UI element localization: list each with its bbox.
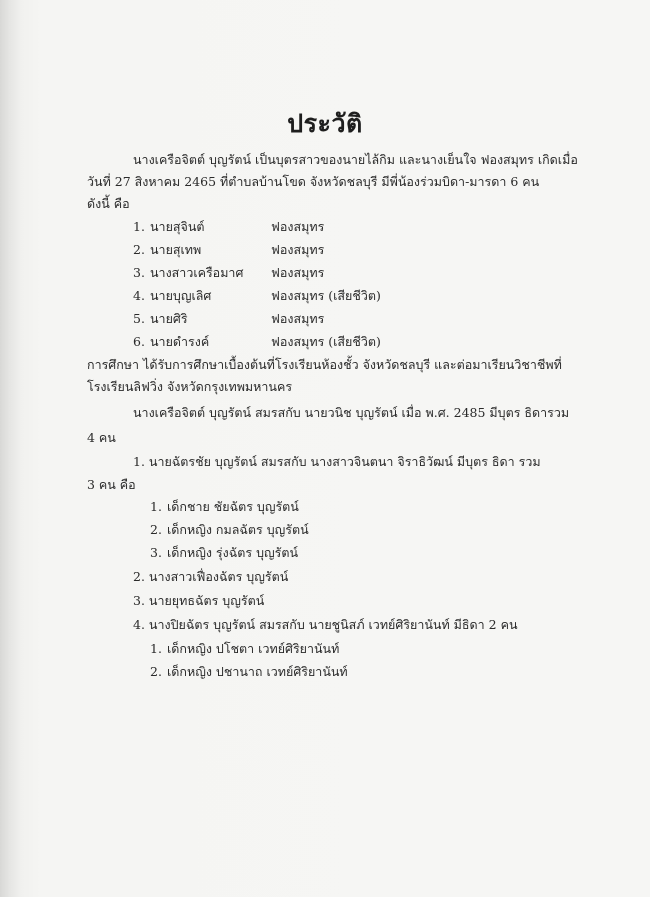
sibling-name: นายบุญเลิศ [150,288,212,303]
grandchild-row [150,641,339,657]
sibling-row [133,265,325,281]
sibling-name: นายสุเทพ [150,242,202,257]
child-2: 2. นางสาวเฟื่องฉัตร บุญรัตน์ [133,569,289,584]
sibling-name: นายสุจินต์ [150,219,205,234]
intro-line-1: นางเครือจิตต์ บุญรัตน์ เป็นบุตรสาวของนายไล้กิม และนางเย็นใจ ฟองสมุทร เกิดเมื่อ [133,152,578,167]
grandchild-row [150,545,298,561]
grandchild-number: 1. [150,499,162,514]
child-3: 3. นายยุทธฉัตร บุญรัตน์ [133,593,265,608]
sibling-surname: ฟองสมุทร [271,219,325,234]
sibling-surname: ฟองสมุทร [271,311,325,326]
intro-line-3: ดังนี้ คือ [87,196,130,211]
sibling-name: นายศิริ [150,311,188,326]
sibling-number: 2. [133,242,145,257]
grandchild-row [150,522,309,538]
grandchild-name: เด็กหญิง รุ่งฉัตร บุญรัตน์ [167,545,299,560]
sibling-row [133,288,381,304]
grandchild-name: เด็กหญิง กมลฉัตร บุญรัตน์ [167,522,309,537]
grandchild-number: 3. [150,545,162,560]
sibling-number: 3. [133,265,145,280]
grandchild-name: เด็กหญิง ปชานาถ เวทย์ศิริยานันท์ [167,664,348,679]
sibling-name: นางสาวเครือมาศ [150,265,244,280]
sibling-row [133,219,325,235]
grandchild-row [150,664,348,680]
education-line-2: โรงเรียนลิฟวิ่ง จังหวัดกรุงเทพมหานคร [87,379,293,394]
sibling-row [133,242,325,258]
sibling-row [133,311,325,327]
sibling-number: 5. [133,311,145,326]
marriage-line-1: นางเครือจิตต์ บุญรัตน์ สมรสกับ นายวนิช บุญรัตน์ เมื่อ พ.ศ. 2485 มีบุตร ธิดารวม [133,405,570,420]
child-1-line-2: 3 คน คือ [87,477,136,492]
sibling-name: นายดำรงค์ [150,334,210,349]
grandchild-name: เด็กหญิง ปโชตา เวทย์ศิริยานันท์ [167,641,340,656]
education-line-1: การศึกษา ได้รับการศึกษาเบื้องต้นที่โรงเรียนห้องชั้ว จังหวัดชลบุรี และต่อมาเรียนวิชาชีพที่ [87,357,562,372]
grandchild-number: 2. [150,664,162,679]
sibling-surname: ฟองสมุทร (เสียชีวิต) [271,334,381,349]
marriage-line-2: 4 คน [87,430,116,445]
sibling-surname: ฟองสมุทร (เสียชีวิต) [271,288,381,303]
grandchild-number: 2. [150,522,162,537]
grandchild-name: เด็กชาย ชัยฉัตร บุญรัตน์ [167,499,299,514]
sibling-number: 6. [133,334,145,349]
page-title: ประวัติ [287,109,363,138]
sibling-surname: ฟองสมุทร [271,242,325,257]
child-1-line-1: 1. นายฉัตรชัย บุญรัตน์ สมรสกับ นางสาวจินตนา จิราธิวัฒน์ มีบุตร ธิดา รวม [133,454,541,469]
sibling-row [133,334,381,350]
sibling-surname: ฟองสมุทร [271,265,325,280]
child-4: 4. นางปิยฉัตร บุญรัตน์ สมรสกับ นายชูนิสภ์ เวทย์ศิริยานันท์ มีธิดา 2 คน [133,617,518,632]
sibling-number: 1. [133,219,145,234]
intro-line-2: วันที่ 27 สิงหาคม 2465 ที่ตำบลบ้านโขด จังหวัดชลบุรี มีพี่น้องร่วมบิดา-มารดา 6 คน [87,174,540,189]
grandchild-row [150,499,299,515]
sibling-number: 4. [133,288,145,303]
grandchild-number: 1. [150,641,162,656]
